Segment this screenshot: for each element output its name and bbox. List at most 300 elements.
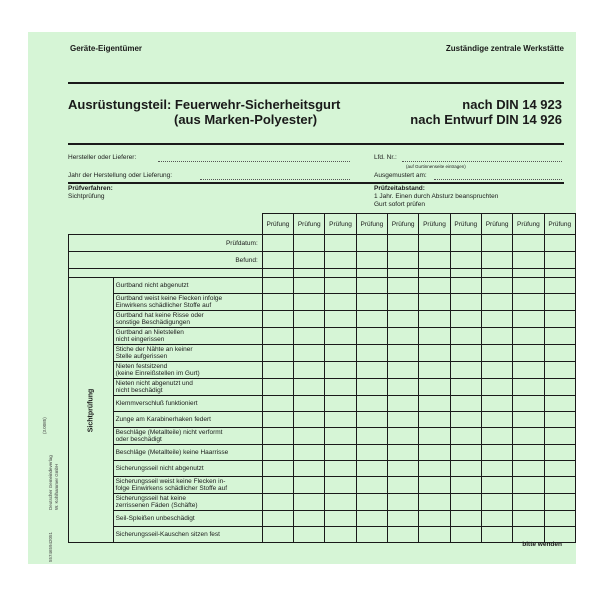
publisher-line2: W. Kohlhammer GmbH (54, 463, 59, 510)
check-cell[interactable] (513, 396, 544, 412)
checklist-row (69, 511, 576, 527)
check-cell[interactable] (544, 278, 575, 294)
checklist-item (113, 345, 262, 362)
serial-note: (auf Gurtinnenseite eintragen) (406, 164, 466, 169)
checklist-item-line: Gurtband an Nietstellen (115, 329, 184, 336)
check-cell[interactable] (419, 412, 450, 428)
checklist-row (69, 328, 576, 345)
check-cell[interactable] (262, 379, 293, 396)
norm-block (410, 97, 562, 127)
check-cell[interactable] (544, 511, 575, 527)
check-cell[interactable] (481, 511, 512, 527)
check-cell[interactable] (356, 396, 387, 412)
column-header: Prüfung (356, 214, 387, 235)
group-label: Sichtprüfung (87, 388, 95, 432)
check-cell[interactable] (388, 461, 419, 477)
check-cell[interactable] (294, 494, 325, 511)
result-row-label: Befund: (69, 252, 263, 269)
check-cell[interactable] (513, 445, 544, 461)
checklist-row (69, 428, 576, 445)
checklist-item-line: Seil-Spleißen unbeschädigt (115, 515, 195, 522)
spacer-cell (262, 269, 293, 278)
check-cell[interactable] (450, 428, 481, 445)
entry-cell[interactable] (262, 252, 293, 269)
check-cell[interactable] (388, 379, 419, 396)
checklist-item (113, 278, 262, 294)
check-cell[interactable] (513, 428, 544, 445)
check-cell[interactable] (356, 461, 387, 477)
check-cell[interactable] (419, 345, 450, 362)
entry-cell[interactable] (388, 235, 419, 252)
checklist-row (69, 345, 576, 362)
check-cell[interactable] (450, 345, 481, 362)
spacer-cell (481, 269, 512, 278)
check-cell[interactable] (450, 328, 481, 345)
check-cell[interactable] (450, 494, 481, 511)
checklist-item-line: Sicherungsseil weist keine Flecken in- (115, 478, 226, 485)
checklist-row (69, 445, 576, 461)
check-cell[interactable] (325, 362, 356, 379)
checklist-item-line: Stelle aufgerissen (115, 353, 168, 360)
manufacturer-line (158, 161, 350, 162)
check-cell[interactable] (262, 362, 293, 379)
check-cell[interactable] (513, 362, 544, 379)
check-cell[interactable] (294, 396, 325, 412)
check-cell[interactable] (481, 362, 512, 379)
entry-cell[interactable] (294, 252, 325, 269)
check-cell[interactable] (513, 494, 544, 511)
check-cell[interactable] (325, 379, 356, 396)
check-cell[interactable] (262, 428, 293, 445)
serial-line (402, 161, 562, 162)
check-cell[interactable] (481, 294, 512, 311)
check-cell[interactable] (325, 461, 356, 477)
check-cell[interactable] (481, 477, 512, 494)
check-cell[interactable] (481, 311, 512, 328)
check-cell[interactable] (419, 461, 450, 477)
check-cell[interactable] (262, 445, 293, 461)
check-cell[interactable] (419, 527, 450, 543)
checklist-item (113, 328, 262, 345)
checklist-item (113, 461, 262, 477)
check-cell[interactable] (544, 345, 575, 362)
check-cell[interactable] (388, 345, 419, 362)
publisher (48, 455, 60, 510)
check-cell[interactable] (450, 294, 481, 311)
interval-title: Prüfzeitabstand: (374, 185, 425, 192)
check-cell[interactable] (450, 527, 481, 543)
check-cell[interactable] (262, 477, 293, 494)
check-cell[interactable] (325, 445, 356, 461)
entry-cell[interactable] (325, 252, 356, 269)
checklist-item (113, 311, 262, 328)
check-cell[interactable] (262, 345, 293, 362)
check-cell[interactable] (481, 494, 512, 511)
check-cell[interactable] (262, 294, 293, 311)
column-header: Prüfung (388, 214, 419, 235)
check-cell[interactable] (450, 278, 481, 294)
checklist-item-line: nicht eingerissen (115, 336, 165, 343)
spacer-cell (450, 269, 481, 278)
norm-din-14923: nach DIN 14 923 (462, 97, 562, 112)
check-cell[interactable] (419, 294, 450, 311)
check-cell[interactable] (419, 379, 450, 396)
spacer-cell (356, 269, 387, 278)
check-cell[interactable] (325, 278, 356, 294)
checklist-item-line: Gurtband hat keine Risse oder (115, 312, 204, 319)
check-cell[interactable] (481, 527, 512, 543)
check-cell[interactable] (356, 412, 387, 428)
norm-din-14926: nach Entwurf DIN 14 926 (410, 112, 562, 127)
entry-cell[interactable] (481, 235, 512, 252)
entry-cell[interactable] (513, 235, 544, 252)
owner-label: Geräte-Eigentümer (70, 44, 143, 53)
checklist-item-line: Nieten festsitzend (115, 363, 168, 370)
check-cell[interactable] (294, 345, 325, 362)
entry-cell[interactable] (356, 235, 387, 252)
check-cell[interactable] (544, 412, 575, 428)
checklist-row (69, 396, 576, 412)
checklist-row (69, 527, 576, 543)
check-cell[interactable] (294, 428, 325, 445)
check-cell[interactable] (294, 527, 325, 543)
spacer-cell (544, 269, 575, 278)
interval-block (374, 185, 498, 209)
check-cell[interactable] (544, 294, 575, 311)
check-cell[interactable] (544, 328, 575, 345)
publisher-line1: Deutscher Gemeindeverlag (48, 455, 53, 510)
check-cell[interactable] (262, 396, 293, 412)
equipment-name: Feuerwehr-Sicherheitsgurt (174, 97, 341, 112)
check-cell[interactable] (356, 278, 387, 294)
check-cell[interactable] (481, 428, 512, 445)
check-cell[interactable] (419, 445, 450, 461)
header-spacer (69, 214, 263, 235)
check-cell[interactable] (262, 511, 293, 527)
check-cell[interactable] (294, 278, 325, 294)
check-cell[interactable] (356, 379, 387, 396)
check-cell[interactable] (419, 396, 450, 412)
form-code: (3.0085) (42, 417, 47, 434)
top-rule (68, 82, 564, 84)
procedure-block (68, 185, 113, 201)
check-cell[interactable] (294, 379, 325, 396)
check-cell[interactable] (388, 445, 419, 461)
checklist-row (69, 362, 576, 379)
entry-cell[interactable] (356, 252, 387, 269)
checklist-item-line: Nieten nicht abgenutzt und (115, 380, 193, 387)
checklist-item-line: Sicherungsseil-Kauschen sitzen fest (115, 531, 220, 538)
check-cell[interactable] (450, 396, 481, 412)
check-cell[interactable] (513, 311, 544, 328)
checklist-item-line: Einwirkens schädlicher Stoffe auf (115, 302, 212, 309)
checklist-item (113, 445, 262, 461)
checklist-item (113, 362, 262, 379)
check-cell[interactable] (325, 328, 356, 345)
check-cell[interactable] (356, 511, 387, 527)
check-cell[interactable] (419, 494, 450, 511)
checklist-row (69, 477, 576, 494)
check-cell[interactable] (356, 445, 387, 461)
check-cell[interactable] (544, 445, 575, 461)
check-cell[interactable] (419, 328, 450, 345)
check-cell[interactable] (388, 511, 419, 527)
entry-cell[interactable] (388, 252, 419, 269)
entry-cell[interactable] (294, 235, 325, 252)
spacer-cell (69, 269, 263, 278)
spacer-cell (388, 269, 419, 278)
year-label: Jahr der Herstellung oder Lieferung: (68, 172, 173, 179)
checklist-item-line: Beschläge (Metallteile) keine Haarrisse (115, 449, 229, 456)
check-cell[interactable] (325, 311, 356, 328)
checklist-item-line: Stiche der Nähte an keiner (115, 346, 193, 353)
check-cell[interactable] (450, 511, 481, 527)
date-row-label: Prüfdatum: (69, 235, 263, 252)
check-cell[interactable] (356, 294, 387, 311)
check-cell[interactable] (419, 311, 450, 328)
check-cell[interactable] (481, 396, 512, 412)
checklist-row (69, 278, 576, 294)
checklist-item-line: Sicherungsseil hat keine (115, 495, 187, 502)
check-cell[interactable] (294, 461, 325, 477)
check-cell[interactable] (450, 477, 481, 494)
title-rule (68, 143, 564, 145)
check-cell[interactable] (544, 461, 575, 477)
serial-label: Lfd. Nr.: (374, 154, 397, 161)
check-cell[interactable] (325, 428, 356, 445)
check-cell[interactable] (356, 428, 387, 445)
check-cell[interactable] (450, 461, 481, 477)
check-cell[interactable] (544, 311, 575, 328)
check-cell[interactable] (262, 527, 293, 543)
sorted-out-line (434, 179, 562, 180)
checklist-row (69, 461, 576, 477)
check-cell[interactable] (513, 412, 544, 428)
sorted-out-label: Ausgemustert am: (374, 172, 427, 179)
check-cell[interactable] (388, 362, 419, 379)
check-cell[interactable] (450, 362, 481, 379)
check-cell[interactable] (388, 428, 419, 445)
check-cell[interactable] (513, 345, 544, 362)
check-cell[interactable] (419, 278, 450, 294)
checklist-item (113, 527, 262, 543)
date-row (69, 235, 576, 252)
check-cell[interactable] (388, 294, 419, 311)
procedure-value: Sichtprüfung (68, 193, 105, 200)
check-cell[interactable] (356, 328, 387, 345)
equipment-label: Ausrüstungsteil: (68, 97, 172, 112)
check-cell[interactable] (325, 477, 356, 494)
check-cell[interactable] (450, 412, 481, 428)
check-cell[interactable] (419, 511, 450, 527)
check-cell[interactable] (450, 311, 481, 328)
group-label-cell (69, 278, 114, 543)
check-cell[interactable] (388, 527, 419, 543)
column-header: Prüfung (513, 214, 544, 235)
entry-cell[interactable] (419, 252, 450, 269)
checklist-row (69, 311, 576, 328)
checklist-item (113, 477, 262, 494)
column-header: Prüfung (450, 214, 481, 235)
check-cell[interactable] (356, 311, 387, 328)
serial-field[interactable] (374, 154, 564, 162)
checklist-item-line: Beschläge (Metallteile) nicht verformt (115, 429, 223, 436)
check-cell[interactable] (450, 445, 481, 461)
check-cell[interactable] (513, 477, 544, 494)
check-cell[interactable] (262, 328, 293, 345)
check-cell[interactable] (294, 311, 325, 328)
check-cell[interactable] (294, 477, 325, 494)
checklist-item-line: Klemmverschluß funktioniert (115, 400, 198, 407)
checklist-row (69, 379, 576, 396)
turn-over-note: bitte wenden (522, 541, 562, 548)
check-cell[interactable] (481, 412, 512, 428)
check-cell[interactable] (388, 396, 419, 412)
checklist-item-line: Gurtband nicht abgenutzt (115, 282, 189, 289)
checklist-item (113, 412, 262, 428)
check-cell[interactable] (419, 477, 450, 494)
entry-cell[interactable] (544, 235, 575, 252)
column-header: Prüfung (262, 214, 293, 235)
checklist-item-line: Gurtband weist keine Flecken infolge (115, 295, 223, 302)
check-cell[interactable] (262, 494, 293, 511)
result-row (69, 252, 576, 269)
check-cell[interactable] (481, 328, 512, 345)
check-cell[interactable] (513, 328, 544, 345)
check-cell[interactable] (262, 412, 293, 428)
check-cell[interactable] (262, 461, 293, 477)
check-cell[interactable] (544, 362, 575, 379)
checklist-item (113, 294, 262, 311)
entry-cell[interactable] (450, 252, 481, 269)
check-cell[interactable] (356, 527, 387, 543)
entry-cell[interactable] (325, 235, 356, 252)
check-cell[interactable] (388, 311, 419, 328)
check-cell[interactable] (513, 278, 544, 294)
check-cell[interactable] (356, 345, 387, 362)
sorted-out-field[interactable] (374, 172, 564, 180)
spacer-row (69, 269, 576, 278)
check-cell[interactable] (513, 511, 544, 527)
check-cell[interactable] (294, 412, 325, 428)
check-cell[interactable] (388, 494, 419, 511)
check-cell[interactable] (356, 362, 387, 379)
form-number: 557465942051 (48, 531, 53, 562)
check-cell[interactable] (419, 428, 450, 445)
check-cell[interactable] (419, 362, 450, 379)
check-cell[interactable] (450, 379, 481, 396)
workshop-label: Zuständige zentrale Werkstätte (445, 44, 564, 53)
header-row (69, 214, 576, 235)
check-cell[interactable] (544, 396, 575, 412)
check-cell[interactable] (325, 412, 356, 428)
check-cell[interactable] (481, 345, 512, 362)
check-cell[interactable] (325, 396, 356, 412)
checklist-row (69, 294, 576, 311)
check-cell[interactable] (262, 311, 293, 328)
interval-line1: 1 Jahr. Einen durch Absturz beanspruchten (374, 193, 499, 200)
check-cell[interactable] (544, 494, 575, 511)
check-cell[interactable] (513, 461, 544, 477)
checklist-item-line: folge Einwirkens schädlicher Stoffe auf (115, 485, 228, 492)
check-cell[interactable] (356, 494, 387, 511)
checklist-item (113, 511, 262, 527)
check-cell[interactable] (294, 445, 325, 461)
check-cell[interactable] (325, 294, 356, 311)
check-cell[interactable] (481, 278, 512, 294)
check-cell[interactable] (388, 477, 419, 494)
check-cell[interactable] (262, 278, 293, 294)
checklist-item-line: (keine Einreißstellen im Gurt) (115, 370, 200, 377)
form-card (28, 32, 576, 564)
checklist-item (113, 379, 262, 396)
fields-rule (68, 182, 564, 184)
column-header: Prüfung (481, 214, 512, 235)
equipment-title (68, 97, 340, 127)
checklist-row (69, 494, 576, 511)
check-cell[interactable] (325, 527, 356, 543)
checklist-item (113, 396, 262, 412)
check-cell[interactable] (481, 379, 512, 396)
checklist-item-line: oder beschädigt (115, 436, 162, 443)
spacer-cell (294, 269, 325, 278)
check-cell[interactable] (325, 511, 356, 527)
check-cell[interactable] (294, 511, 325, 527)
check-cell[interactable] (481, 445, 512, 461)
column-header: Prüfung (294, 214, 325, 235)
year-line (200, 179, 350, 180)
spacer-cell (513, 269, 544, 278)
check-cell[interactable] (481, 461, 512, 477)
entry-cell[interactable] (544, 252, 575, 269)
entry-cell[interactable] (513, 252, 544, 269)
check-cell[interactable] (388, 278, 419, 294)
year-field[interactable] (68, 172, 352, 180)
check-cell[interactable] (513, 379, 544, 396)
manufacturer-field[interactable] (68, 154, 352, 162)
entry-cell[interactable] (262, 235, 293, 252)
check-cell[interactable] (388, 328, 419, 345)
entry-cell[interactable] (419, 235, 450, 252)
check-cell[interactable] (544, 379, 575, 396)
manufacturer-label: Hersteller oder Lieferer: (68, 154, 137, 161)
equipment-material: (aus Marken-Polyester) (174, 112, 318, 127)
check-cell[interactable] (325, 345, 356, 362)
check-cell[interactable] (294, 294, 325, 311)
check-cell[interactable] (513, 294, 544, 311)
interval-line2: Gurt sofort prüfen (374, 201, 425, 208)
check-cell[interactable] (356, 477, 387, 494)
column-header: Prüfung (419, 214, 450, 235)
entry-cell[interactable] (450, 235, 481, 252)
checklist-item-line: zerrissenen Fäden (Schäfte) (115, 502, 198, 509)
check-cell[interactable] (294, 328, 325, 345)
check-cell[interactable] (544, 477, 575, 494)
check-cell[interactable] (544, 428, 575, 445)
checklist-item (113, 494, 262, 511)
check-cell[interactable] (294, 362, 325, 379)
procedure-title: Prüfverfahren: (68, 185, 113, 192)
checklist-row (69, 412, 576, 428)
check-cell[interactable] (325, 494, 356, 511)
checklist-item-line: Sicherungsseil nicht abgenutzt (115, 465, 204, 472)
entry-cell[interactable] (481, 252, 512, 269)
checklist-item (113, 428, 262, 445)
check-cell[interactable] (388, 412, 419, 428)
inspection-table (68, 213, 576, 543)
checklist-item-line: nicht beschädigt (115, 387, 163, 394)
checklist-item-line: Zunge am Karabinerhaken federt (115, 416, 211, 423)
